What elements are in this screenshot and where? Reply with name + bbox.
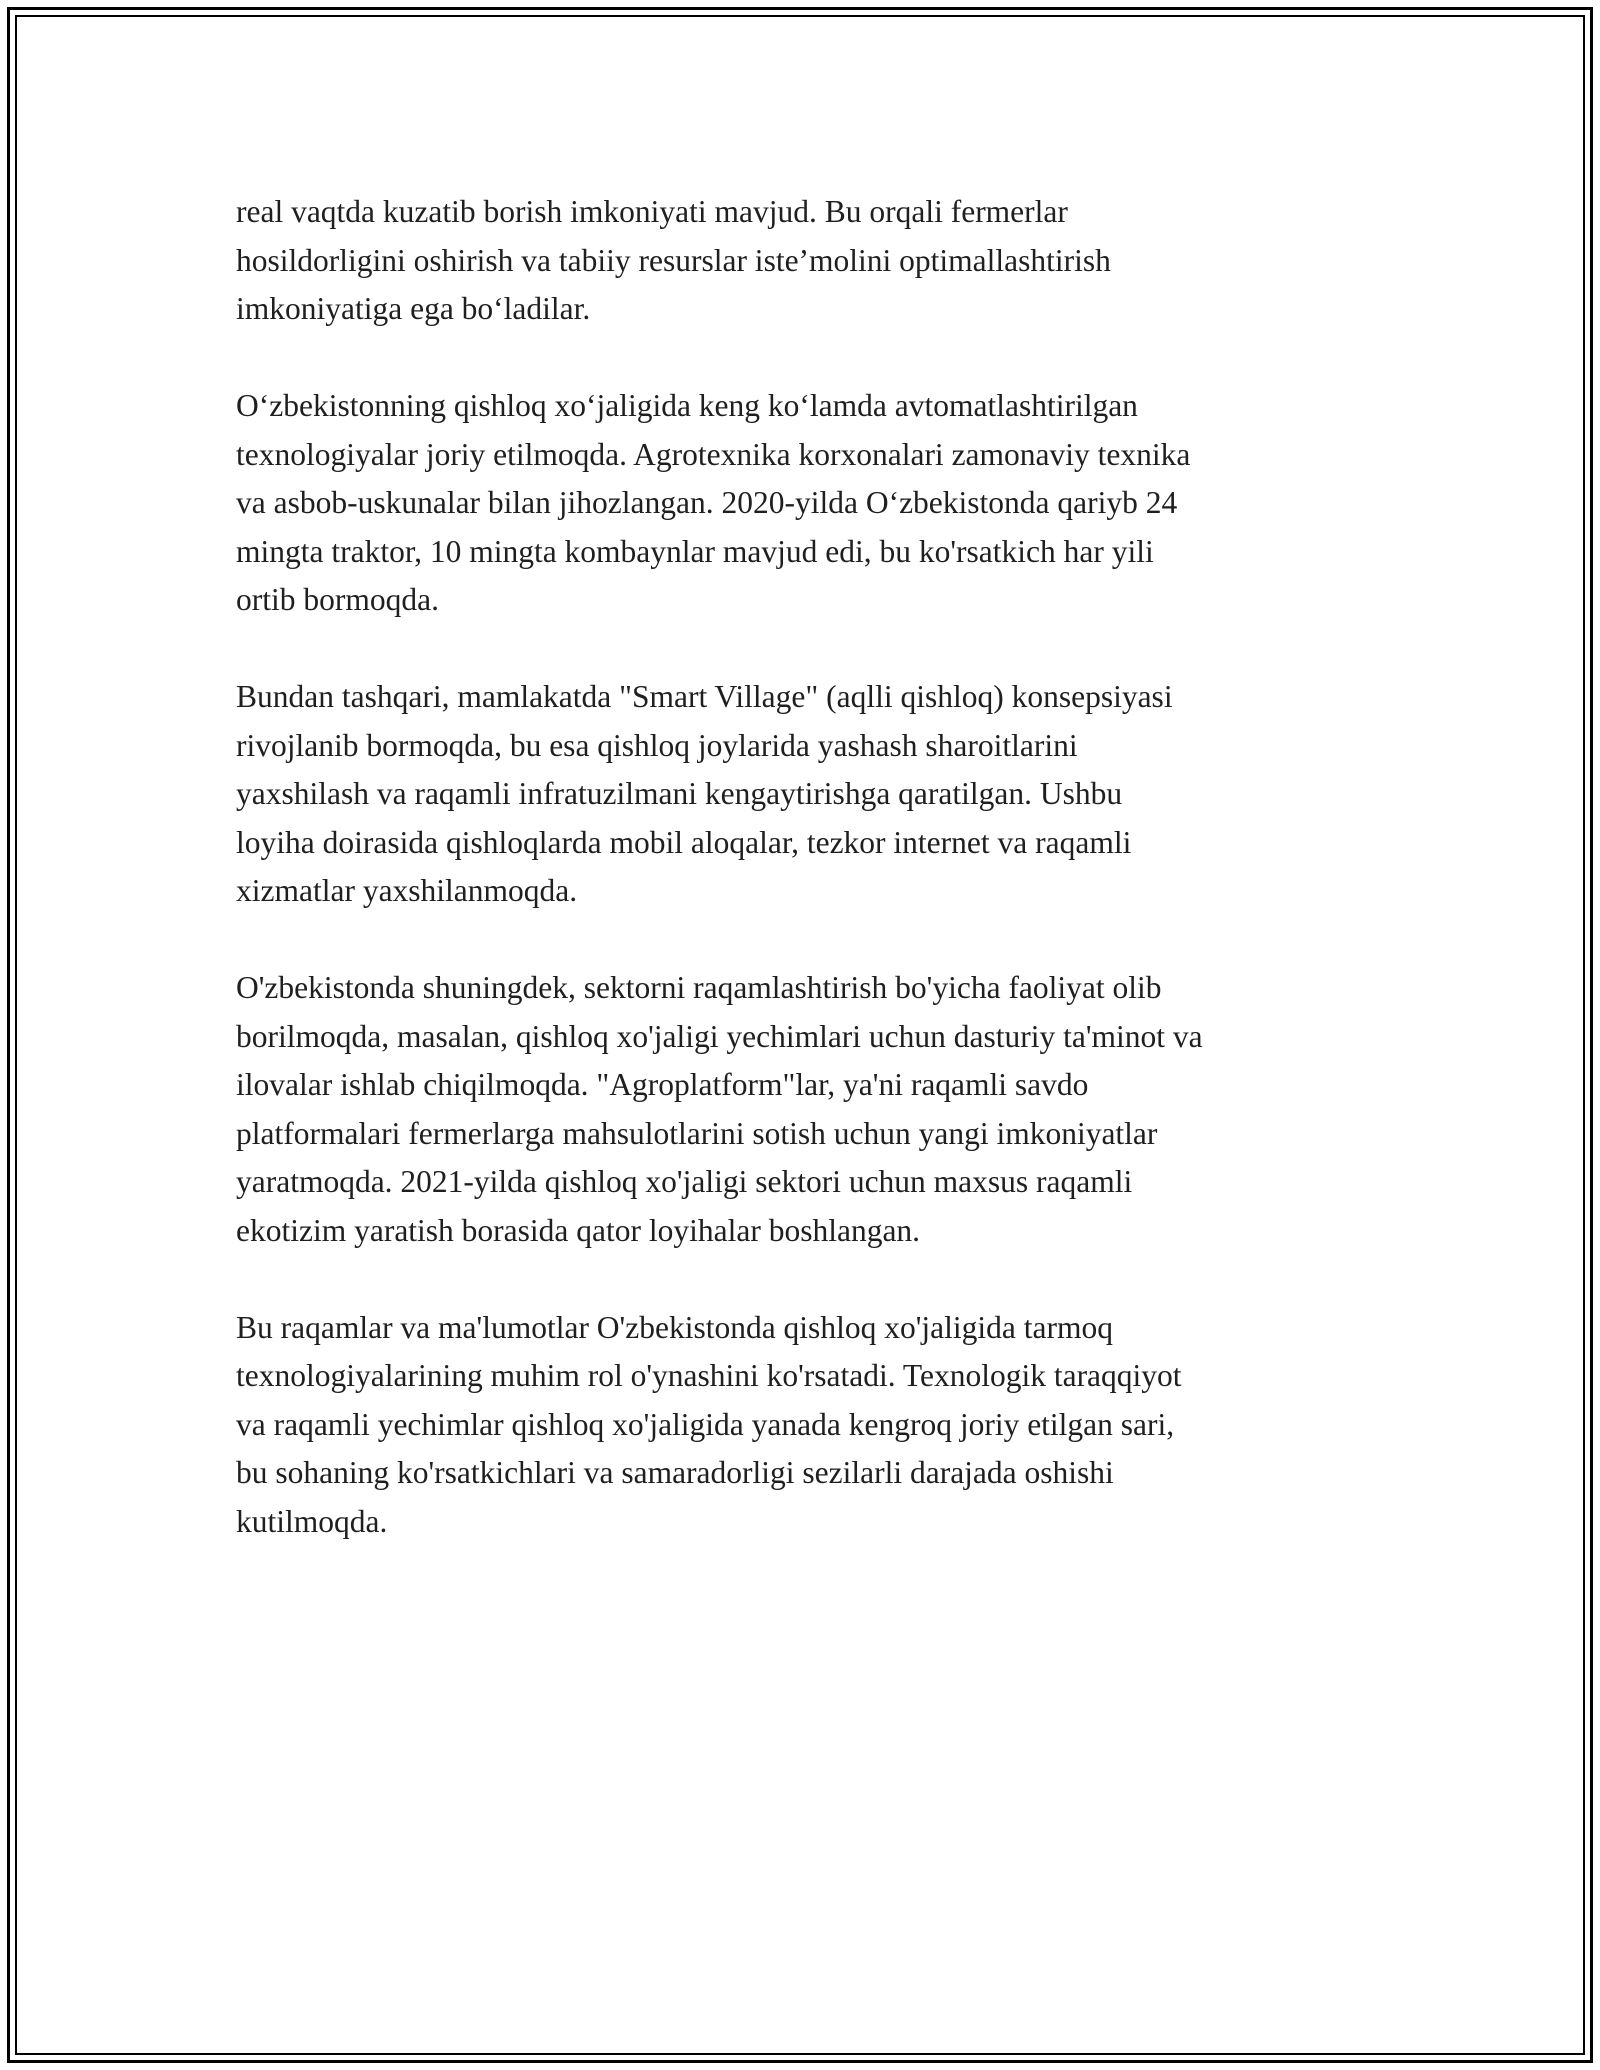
text-line: texnologiyalar joriy etilmoqda. Agrotexnika korxonalari zamonaviy texnika [236,436,1191,472]
document-body [236,188,1376,1595]
text-line: rivojlanib bormoqda, bu esa qishloq joylarida yashash sharoitlarini [236,727,1078,763]
text-line: Bundan tashqari, mamlakatda "Smart Village" (aqlli qishloq) konsepsiyasi [236,679,1173,714]
text-line: yaxshilash va raqamli infratuzilmani kengaytirishga qaratilgan. Ushbu [236,776,1123,811]
text-line: bu sohaning ko'rsatkichlari va samaradorligi sezilarli darajada oshishi [236,1455,1114,1490]
paragraph-3 [236,673,1376,916]
text-line: O'zbekistonda shuningdek, sektorni raqamlashtirish bo'yicha faoliyat olib [236,970,1162,1005]
text-line: imkoniyatiga ega bo‘ladilar. [236,291,591,326]
text-line: hosildorligini oshirish va tabiiy resurslar iste’molini optimallashtirish [236,242,1111,278]
paragraph-5 [236,1304,1376,1547]
text-line: yaratmoqda. 2021-yilda qishloq xo'jaligi sektori uchun maxsus raqamli [236,1164,1133,1199]
text-line: O‘zbekistonning qishloq xo‘jaligida keng ko‘lamda avtomatlashtirilgan [236,388,1138,423]
text-line: texnologiyalarining muhim rol o'ynashini ko'rsatadi. Texnologik taraqqiyot [236,1358,1182,1393]
text-line: xizmatlar yaxshilanmoqda. [236,873,578,908]
paragraph-1 [236,188,1376,334]
text-line: Bu raqamlar va ma'lumotlar O'zbekistonda qishloq xo'jaligida tarmoq [236,1309,1113,1345]
text-line: mingta traktor, 10 mingta kombaynlar mavjud edi, bu ko'rsatkich har yili [236,533,1154,569]
text-line: va raqamli yechimlar qishloq xo'jaligida yanada kengroq joriy etilgan sari, [236,1406,1175,1442]
text-line: loyiha doirasida qishloqlarda mobil aloqalar, tezkor internet va raqamli [236,824,1132,860]
text-line: kutilmoqda. [236,1503,388,1539]
text-line: ekotizim yaratish borasida qator loyihalar boshlangan. [236,1212,921,1248]
text-line: ilovalar ishlab chiqilmoqda. "Agroplatform"lar, ya'ni raqamli savdo [236,1067,1089,1102]
text-line: platformalari fermerlarga mahsulotlarini sotish uchun yangi imkoniyatlar [236,1115,1158,1151]
text-line: borilmoqda, masalan, qishloq xo'jaligi yechimlari uchun dasturiy ta'minot va [236,1018,1203,1054]
paragraph-4 [236,964,1376,1255]
text-line: va asbob-uskunalar bilan jihozlangan. 2020-yilda O‘zbekistonda qariyb 24 [236,485,1178,520]
text-line: ortib bormoqda. [236,582,439,617]
paragraph-2 [236,382,1376,625]
text-line: real vaqtda kuzatib borish imkoniyati mavjud. Bu orqali fermerlar [236,194,1068,229]
